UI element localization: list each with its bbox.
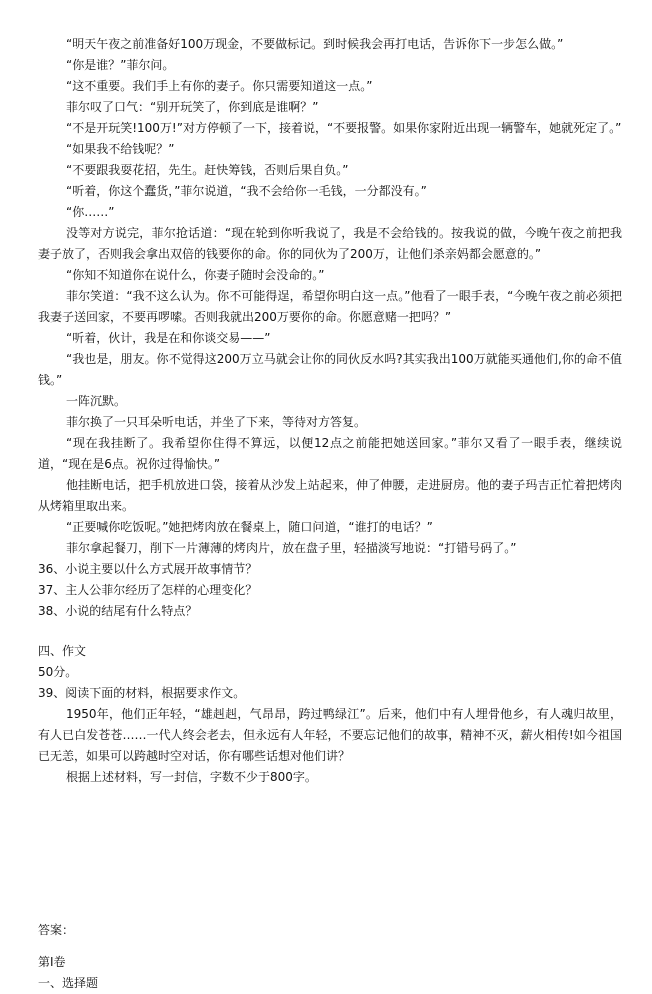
document-page (38, 34, 622, 994)
essay-prompt: 39、阅读下面的材料，根据要求作文。 (38, 686, 246, 700)
question-37: 37、主人公菲尔经历了怎样的心理变化？ (38, 583, 258, 597)
essay-requirement: 根据上述材料，写一封信，字数不少于800字。 (66, 770, 317, 784)
story-paragraph: 菲尔换了一只耳朵听电话，并坐了下来，等待对方答复。 (66, 415, 367, 429)
story-paragraph: “明天午夜之前准备好100万现金，不要做标记。到时候我会再打电话，告诉你下一步怎么做。” (66, 37, 564, 51)
essay-material: 1950年，他们正年轻，“雄赳赳，气昂昂，跨过鸭绿江”。后来，他们中有人埋骨他乡，有人魂归故里，有人已白发苍苍……一代人终会老去，但永远有人年轻，不要忘记他们的故事，精神不灭，薪火相传!如今祖国已无恙，如果可以跨越时空对话，你有哪些话想对他们讲？ (38, 707, 622, 763)
story-paragraph: “我也是，朋友。你不觉得这200万立马就会让你的同伙反水吗?其实我出100万就能买通他们,你的命不值钱。” (38, 352, 622, 387)
story-paragraph: “听着，你这个蠢货，”菲尔说道，“我不会给你一毛钱，一分都没有。” (66, 184, 427, 198)
story-paragraph: “你知不知道你在说什么，你妻子随时会没命的。” (66, 268, 325, 282)
story-paragraph: “听着，伙计，我是在和你谈交易——” (66, 331, 271, 345)
story-paragraph: 他挂断电话，把手机放进口袋，接着从沙发上站起来，伸了伸腰，走进厨房。他的妻子玛吉正忙着把烤肉从烤箱里取出来。 (38, 478, 622, 513)
story-paragraph: 没等对方说完，菲尔抢话道：“现在轮到你听我说了，我是不会给钱的。按我说的做，今晚午夜之前把我妻子放了，否则我会拿出双倍的钱要你的命。你的同伙为了200万，让他们杀亲妈都会愿意的。” (38, 226, 622, 261)
story-paragraph: 一阵沉默。 (66, 394, 127, 408)
question-list (38, 559, 622, 622)
story-paragraph: “你是谁？”菲尔问。 (66, 58, 175, 72)
story-paragraph: “如果我不给钱呢？” (66, 142, 175, 156)
story-paragraph: 菲尔拿起餐刀，削下一片薄薄的烤肉片，放在盘子里，轻描淡写地说：“打错号码了。” (66, 541, 517, 555)
section-score: 50分。 (38, 665, 78, 679)
section-title: 四、作文 (38, 644, 87, 658)
volume-title: 第Ⅰ卷 (38, 955, 66, 969)
story-paragraph: “这不重要。我们手上有你的妻子。你只需要知道这一点。” (66, 79, 373, 93)
question-38: 38、小说的结尾有什么特点？ (38, 604, 198, 618)
story-paragraph: “不是开玩笑!100万!”对方停顿了一下，接着说，“不要报警。如果你家附近出现一辆警车，她就死定了。” (66, 121, 622, 135)
question-36: 36、小说主要以什么方式展开故事情节？ (38, 562, 258, 576)
story-paragraph: “你……” (66, 205, 115, 219)
story-paragraph: 菲尔叹了口气：“别开玩笑了，你到底是谁啊？” (66, 100, 319, 114)
story-paragraph: 菲尔笑道：“我不这么认为。你不可能得逞，希望你明白这一点。”他看了一眼手表，“今晚午夜之前必须把我妻子送回家，不要再啰嗦。否则我就出200万要你的命。你愿意赌一把吗？” (38, 289, 622, 324)
story-section (38, 34, 622, 559)
answers-section-title: 一、选择题 (38, 976, 99, 990)
answers-title: 答案： (38, 923, 75, 937)
answers-section (38, 920, 622, 994)
story-paragraph: “正要喊你吃饭呢。”她把烤肉放在餐桌上，随口问道，“谁打的电话？” (66, 520, 433, 534)
essay-section (38, 641, 622, 788)
story-paragraph: “不要跟我耍花招，先生。赶快筹钱，否则后果自负。” (66, 163, 349, 177)
story-paragraph: “现在我挂断了。我希望你住得不算远，以便12点之前能把她送回家。”菲尔又看了一眼手表，继续说道，“现在是6点。祝你过得愉快。” (38, 436, 622, 471)
